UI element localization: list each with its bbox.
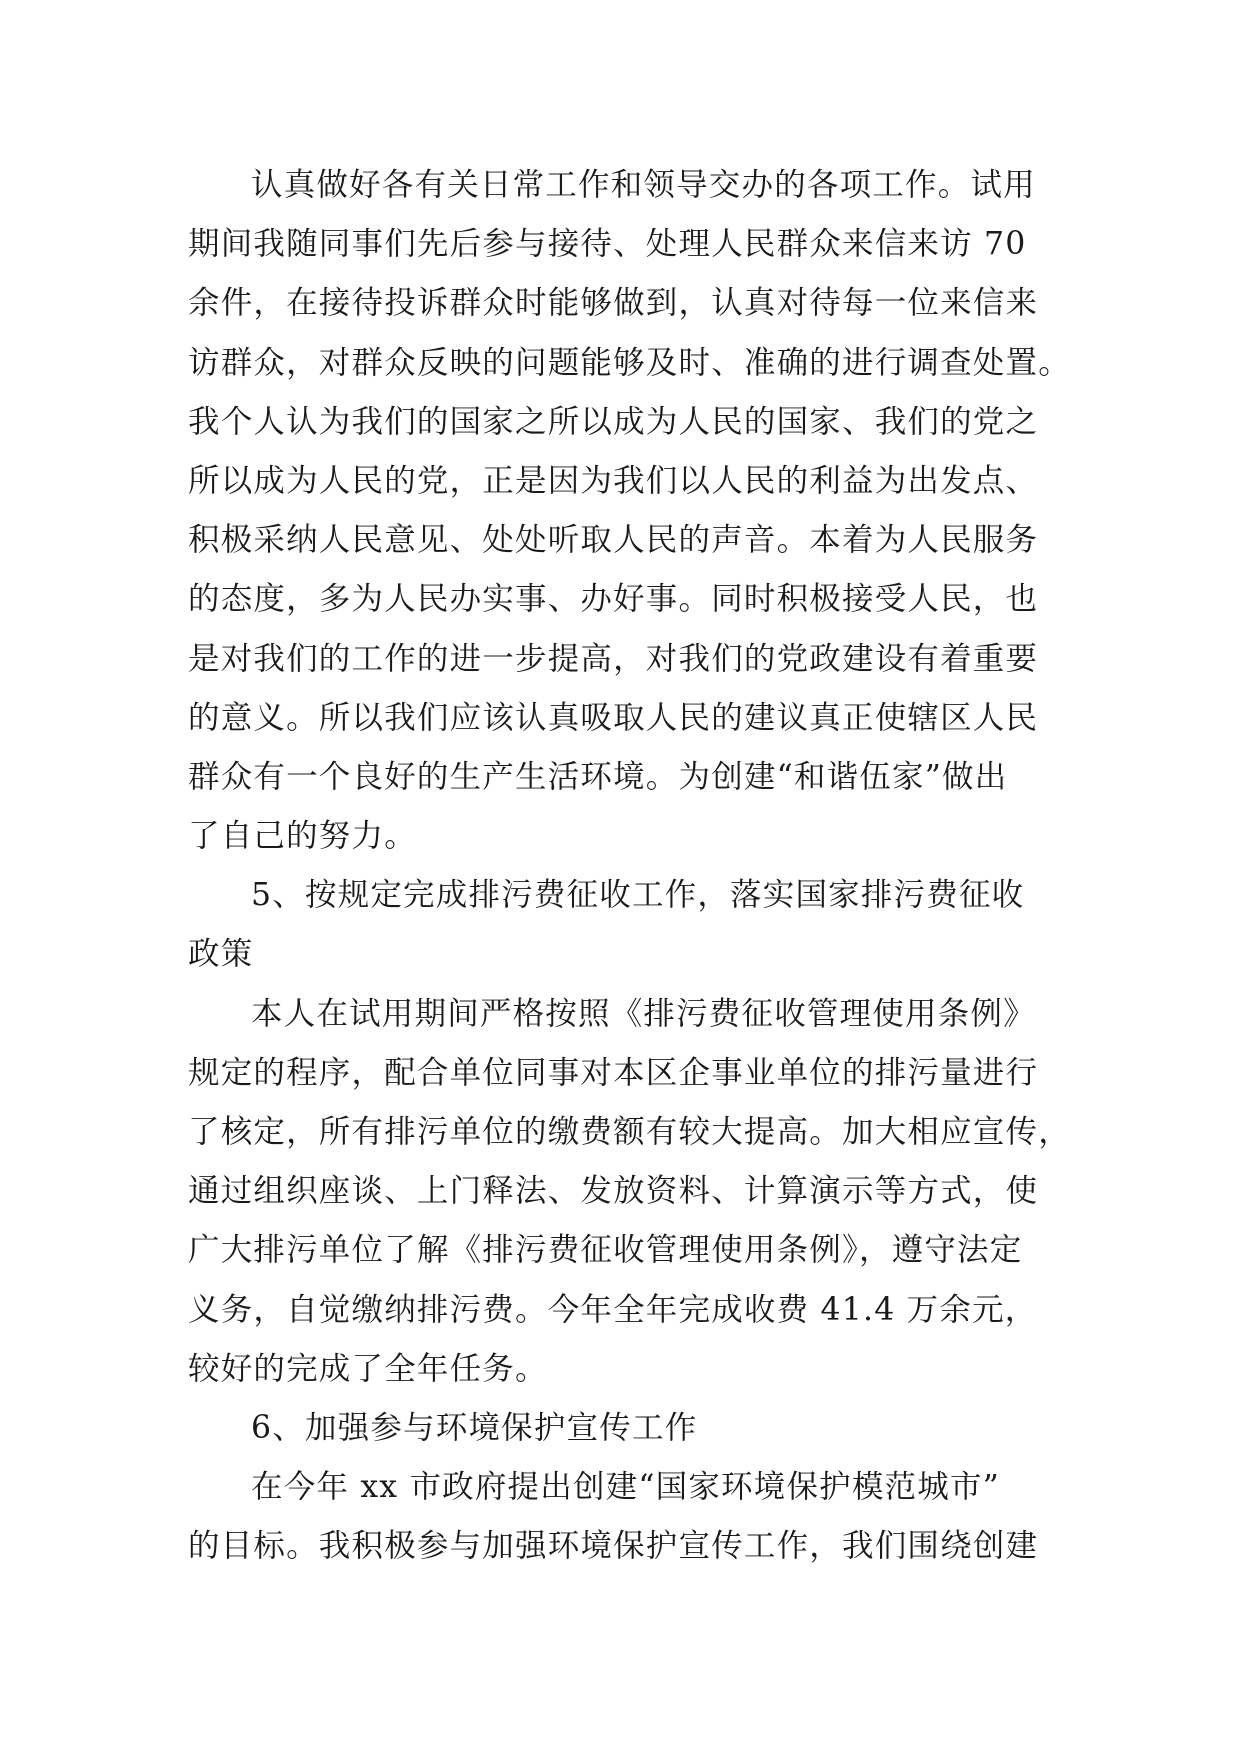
section-heading-5-continued: 政策 (188, 936, 254, 973)
text-line: 广大排污单位了解《排污费征收管理使用条例》，遵守法定 (188, 1232, 1023, 1269)
text-line: 所以成为人民的党，正是因为我们以人民的利益为出发点、 (188, 462, 1039, 499)
text-line: 我个人认为我们的国家之所以成为人民的国家、我们的党之 (188, 403, 1039, 440)
text-line: 的目标。我积极参与加强环境保护宣传工作，我们围绕创建 (188, 1528, 1039, 1565)
text-line: 规定的程序，配合单位同事对本区企事业单位的排污量进行 (188, 1054, 1039, 1091)
text-line: 在今年 xx 市政府提出创建“国家环境保护模范城市” (251, 1469, 1000, 1506)
text-line: 访群众，对群众反映的问题能够及时、准确的进行调查处置。 (188, 344, 1071, 381)
text-line: 本人在试用期间严格按照《排污费征收管理使用条例》 (251, 995, 1036, 1032)
text-line: 了自己的努力。 (188, 818, 417, 855)
section-heading-6: 6、加强参与环境保护宣传工作 (251, 1409, 698, 1446)
text-line: 了核定，所有排污单位的缴费额有较大提高。加大相应宣传， (188, 1114, 1071, 1150)
text-line: 是对我们的工作的进一步提高，对我们的党政建设有着重要 (188, 640, 1039, 677)
text-line: 期间我随同事们先后参与接待、处理人民群众来信来访 70 (188, 226, 1027, 263)
text-line: 较好的完成了全年任务。 (188, 1350, 548, 1387)
text-line: 的态度，多为人民办实事、办好事。同时积极接受人民，也 (188, 581, 1039, 618)
text-line: 积极采纳人民意见、处处听取人民的声音。本着为人民服务 (188, 522, 1039, 559)
text-line: 义务，自觉缴纳排污费。今年全年完成收费 41.4 万余元， (188, 1291, 1038, 1328)
text-line: 的意义。所以我们应该认真吸取人民的建议真正使辖区人民 (188, 699, 1039, 736)
text-line: 群众有一个良好的生产生活环境。为创建“和谐伍家”做出 (188, 758, 1008, 795)
text-line: 余件，在接待投诉群众时能够做到，认真对待每一位来信来 (188, 285, 1039, 322)
body-text (188, 156, 1071, 1577)
text-line: 认真做好各有关日常工作和领导交办的各项工作。试用 (251, 167, 1036, 203)
text-line: 通过组织座谈、上门释法、发放资料、计算演示等方式，使 (188, 1173, 1039, 1210)
section-heading-5: 5、按规定完成排污费征收工作，落实国家排污费征收 (251, 877, 1025, 914)
